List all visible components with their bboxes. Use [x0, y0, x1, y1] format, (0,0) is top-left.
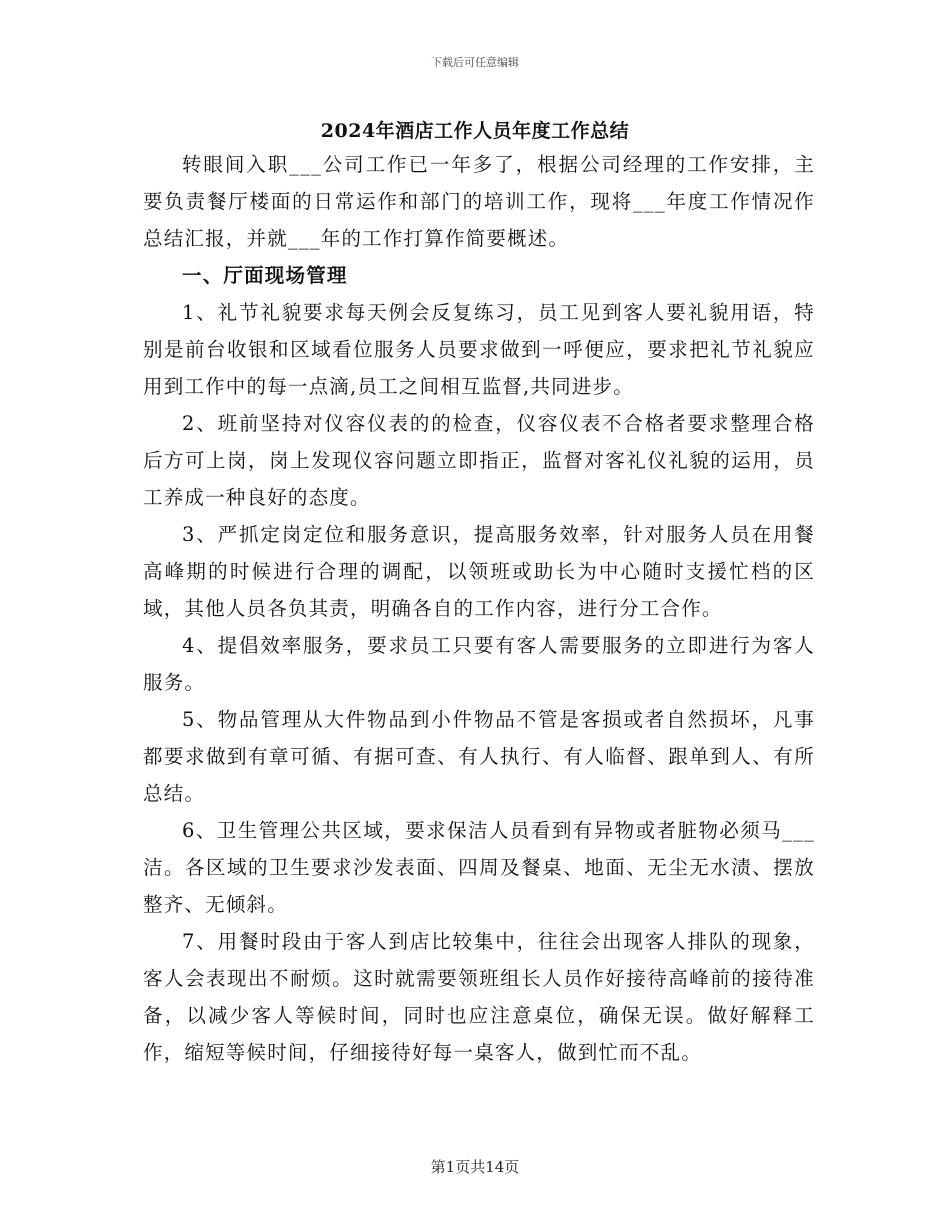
- paragraph-item-3: 3、严抓定岗定位和服务意识，提高服务效率，针对服务人员在用餐高峰期的时候进行合理的调配，以领班或助长为中心随时支援忙档的区域，其他人员各负其责，明确各自的工作内容，进行分工合作。: [143, 523, 815, 620]
- paragraph-item-5: 5、物品管理从大件物品到小件物品不管是客损或者自然损坏，凡事都要求做到有章可循、有据可查、有人执行、有人临督、跟单到人、有所总结。: [143, 708, 815, 805]
- intro-paragraph: 转眼间入职___公司工作已一年多了，根据公司经理的工作安排，主要负责餐厅楼面的日常运作和部门的培训工作，现将___年度工作情况作总结汇报，并就___年的工作打算作简要概述。: [143, 153, 815, 250]
- paragraph-item-2: 2、班前坚持对仪容仪表的的检查，仪容仪表不合格者要求整理合格后方可上岗，岗上发现仪容问题立即指正，监督对客礼仪礼貌的运用，员工养成一种良好的态度。: [143, 412, 815, 509]
- page-number: 第1页共14页: [430, 1158, 520, 1176]
- section-heading: 一、厅面现场管理: [182, 264, 348, 287]
- header-note: 下载后可任意编辑: [431, 56, 519, 69]
- document-body: [143, 146, 815, 1071]
- paragraph-item-1: 1、礼节礼貌要求每天例会反复练习，员工见到客人要礼貌用语，特别是前台收银和区域看位服务人员要求做到一呼便应，要求把礼节礼貌应用到工作中的每一点滴,员工之间相互监督,共同进步。: [143, 301, 815, 398]
- paragraph-item-7: 7、用餐时段由于客人到店比较集中，往往会出现客人排队的现象，客人会表现出不耐烦。这时就需要领班组长人员作好接待高峰前的接待准备，以减少客人等候时间，同时也应注意桌位，确保无误。做好解释工作，缩短等候时间，仔细接待好每一桌客人，做到忙而不乱。: [143, 930, 815, 1064]
- paragraph-item-6: 6、卫生管理公共区域，要求保洁人员看到有异物或者脏物必须马___洁。各区域的卫生要求沙发表面、四周及餐桌、地面、无尘无水渍、摆放整齐、无倾斜。: [143, 819, 815, 916]
- document-title: 2024年酒店工作人员年度工作总结: [320, 120, 630, 142]
- paragraph-item-4: 4、提倡效率服务，要求员工只要有客人需要服务的立即进行为客人服务。: [143, 634, 815, 694]
